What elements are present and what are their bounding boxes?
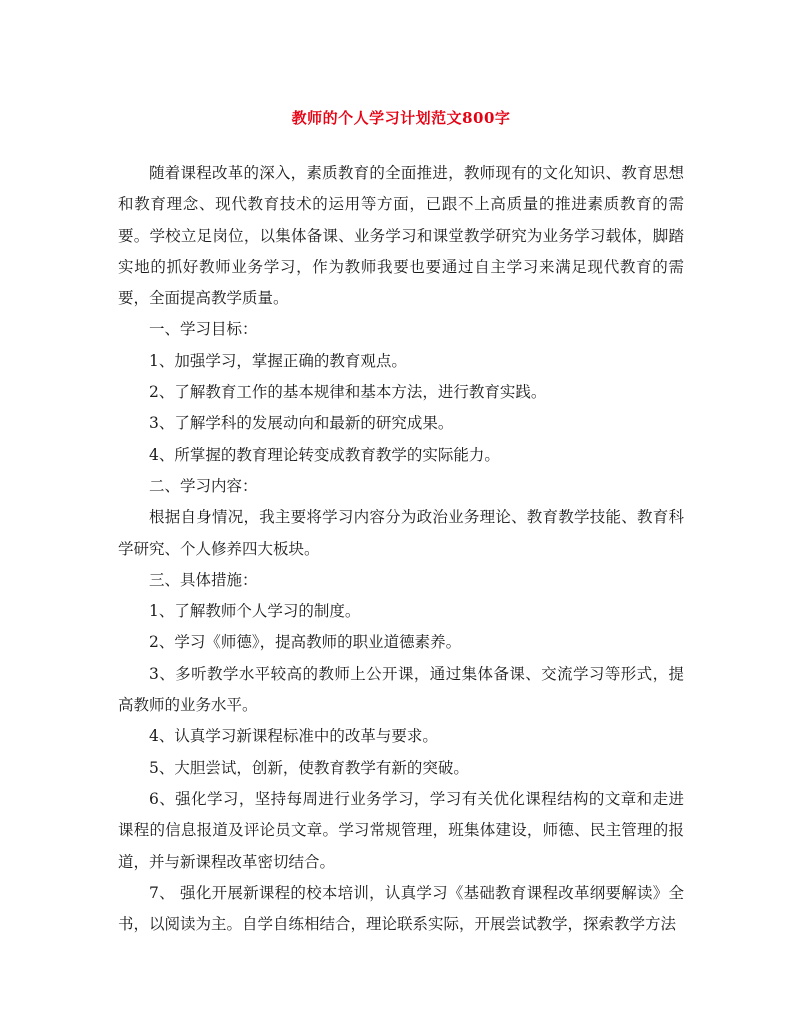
list-item: 2、学习《师德》，提高教师的职业道德素养。 [149, 633, 462, 652]
list-item: 1、了解教师个人学习的制度。 [149, 602, 361, 621]
paragraph-intro: 随着课程改革的深入，素质教育的全面推进，教师现有的文化知识、教育思想和教育理念、现代教育技术的运用等方面，已跟不上高质量的推进素质教育的需要。学校立足岗位，以集体备课、业务学习和课堂教学研究为业务学习载体，脚踏实地的抓好教师业务学习，作为教师我要也要通过自主学习来满足现代教育的需要，全面提高教学质量。 [118, 164, 684, 308]
paragraph-content: 根据自身情况，我主要将学习内容分为政治业务理论、教育教学技能、教育科学研究、个人修养四大板块。 [118, 508, 684, 558]
section-heading-goals: 一、学习目标： [149, 320, 258, 339]
list-item: 7、 强化开展新课程的校本培训，认真学习《基础教育课程改革纲要解读》全书，以阅读为主。自学自练相结合，理论联系实际，开展尝试教学，探索教学方法 [118, 883, 684, 934]
list-item: 4、认真学习新课程标准中的改革与要求。 [149, 727, 438, 746]
section-heading-measures: 三、具体措施： [149, 570, 258, 589]
list-item: 3、多听教学水平较高的教师上公开课，通过集体备课、交流学习等形式，提高教师的业务水平。 [118, 664, 684, 715]
list-item: 6、强化学习，坚持每周进行业务学习，学习有关优化课程结构的文章和走进课程的信息报道及评论员文章。学习常规管理，班集体建设，师德、民主管理的报道，并与新课程改革密切结合。 [118, 789, 684, 871]
document-body [118, 158, 684, 940]
list-item: 5、大胆尝试，创新，使教育教学有新的突破。 [149, 758, 469, 777]
list-item: 2、了解教育工作的基本规律和基本方法，进行教育实践。 [149, 383, 547, 402]
document-title: 教师的个人学习计划范文800字 [291, 109, 511, 127]
list-item: 3、了解学科的发展动向和最新的研究成果。 [149, 414, 454, 433]
list-item: 1、加强学习，掌握正确的教育观点。 [149, 351, 407, 370]
section-heading-content: 二、学习内容： [149, 476, 258, 495]
list-item: 4、所掌握的教育理论转变成教育教学的实际能力。 [149, 445, 500, 464]
